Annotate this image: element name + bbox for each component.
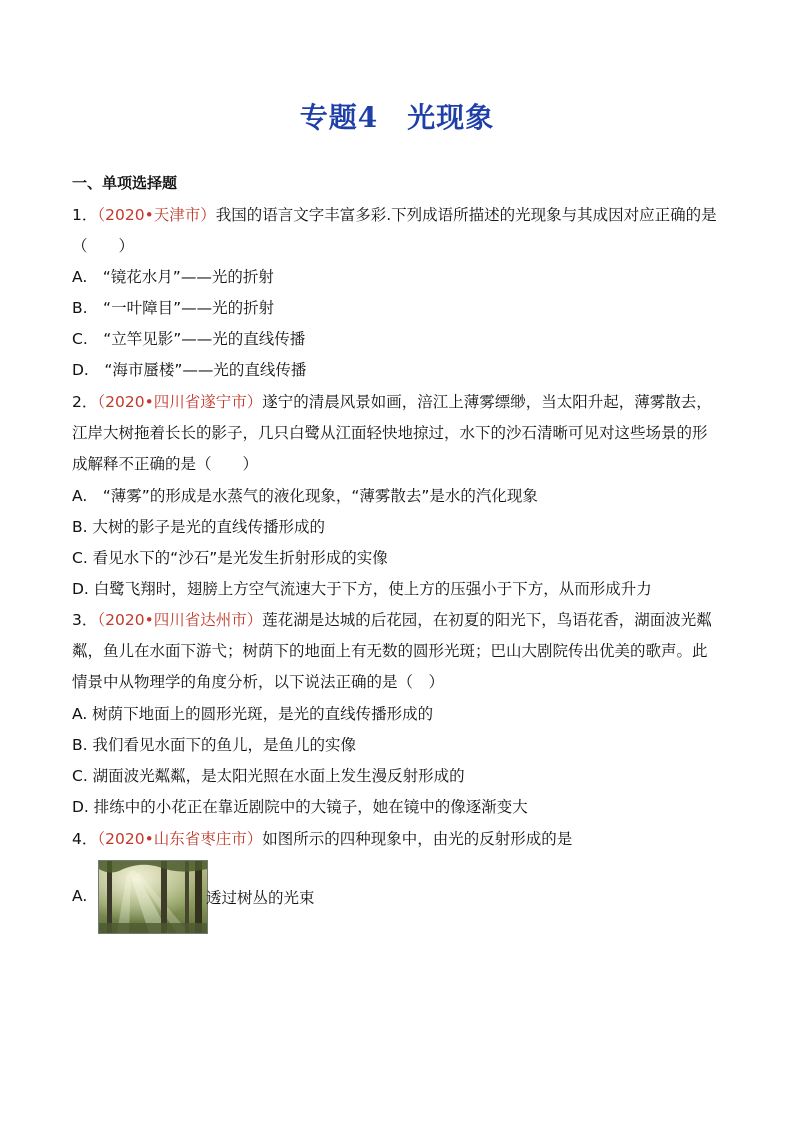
question-3-option-a: A. 树荫下地面上的圆形光斑，是光的直线传播形成的 bbox=[72, 705, 434, 723]
question-number: 1． bbox=[72, 206, 98, 224]
question-text: 我国的语言文字丰富多彩.下列成语所描述的光现象与其成因对应正确的是 bbox=[215, 206, 717, 224]
question-text: 如图所示的四种现象中，由光的反射形成的是 bbox=[262, 830, 573, 848]
question-2-stem-line-3: 成解释不正确的是（ ） bbox=[72, 455, 259, 473]
question-source: （2020•四川省达州市） bbox=[97, 611, 263, 629]
question-2-option-d: D. 白鹭飞翔时，翅膀上方空气流速大于下方，使上方的压强小于下方，从而形成升力 bbox=[72, 580, 652, 598]
question-1-option-a: A. “镜花水月”——光的折射 bbox=[72, 268, 274, 286]
forest-light-photo bbox=[98, 860, 208, 934]
question-1-option-c: C. “立竿见影”——光的直线传播 bbox=[72, 330, 306, 348]
question-3-stem bbox=[72, 610, 727, 630]
question-3-option-b: B. 我们看见水面下的鱼儿，是鱼儿的实像 bbox=[72, 736, 356, 754]
question-3-option-d: D. 排练中的小花正在靠近剧院中的大镜子，她在镜中的像逐渐变大 bbox=[72, 798, 528, 816]
question-source: （2020•四川省遂宁市） bbox=[97, 393, 263, 411]
question-source: （2020•山东省枣庄市） bbox=[97, 830, 263, 848]
question-3-option-c: C. 湖面波光粼粼，是太阳光照在水面上发生漫反射形成的 bbox=[72, 767, 465, 785]
section-heading: 一、单项选择题 bbox=[72, 174, 178, 192]
question-3-stem-line-2: 粼，鱼儿在水面下游弋；树荫下的地面上有无数的圆形光斑；巴山大剧院传出优美的歌声。此 bbox=[72, 642, 708, 660]
question-number: 2． bbox=[72, 393, 98, 411]
question-1-stem bbox=[72, 205, 727, 225]
page-title: 专题4 光现象 bbox=[299, 101, 495, 134]
question-2-stem-line-2: 江岸大树拖着长长的影子，几只白鹭从江面轻快地掠过，水下的沙石清晰可见对这些场景的形 bbox=[72, 424, 708, 442]
question-1-blank: （ ） bbox=[72, 237, 135, 255]
question-4-stem bbox=[72, 829, 727, 849]
photo-caption: 透过树丛的光束 bbox=[206, 889, 315, 907]
question-3-stem-line-3: 情景中从物理学的角度分析，以下说法正确的是（ ） bbox=[72, 673, 445, 691]
question-1-option-b: B. “一叶障目”——光的折射 bbox=[72, 299, 275, 317]
question-4-option-a-letter: A. bbox=[72, 887, 88, 905]
question-number: 4． bbox=[72, 830, 98, 848]
question-1-option-d: D. “海市蜃楼”——光的直线传播 bbox=[72, 361, 307, 379]
question-2-stem bbox=[72, 392, 727, 412]
question-2-option-a: A. “薄雾”的形成是水蒸气的液化现象，“薄雾散去”是水的汽化现象 bbox=[72, 487, 538, 505]
question-2-option-c: C. 看见水下的“沙石”是光发生折射形成的实像 bbox=[72, 549, 388, 567]
question-number: 3． bbox=[72, 611, 98, 629]
question-source: （2020•天津市） bbox=[97, 206, 216, 224]
question-text: 莲花湖是达城的后花园，在初夏的阳光下，鸟语花香，湖面波光粼 bbox=[262, 611, 712, 629]
question-text: 遂宁的清晨风景如画，涪江上薄雾缥缈，当太阳升起，薄雾散去， bbox=[262, 393, 712, 411]
question-2-option-b: B. 大树的影子是光的直线传播形成的 bbox=[72, 518, 325, 536]
